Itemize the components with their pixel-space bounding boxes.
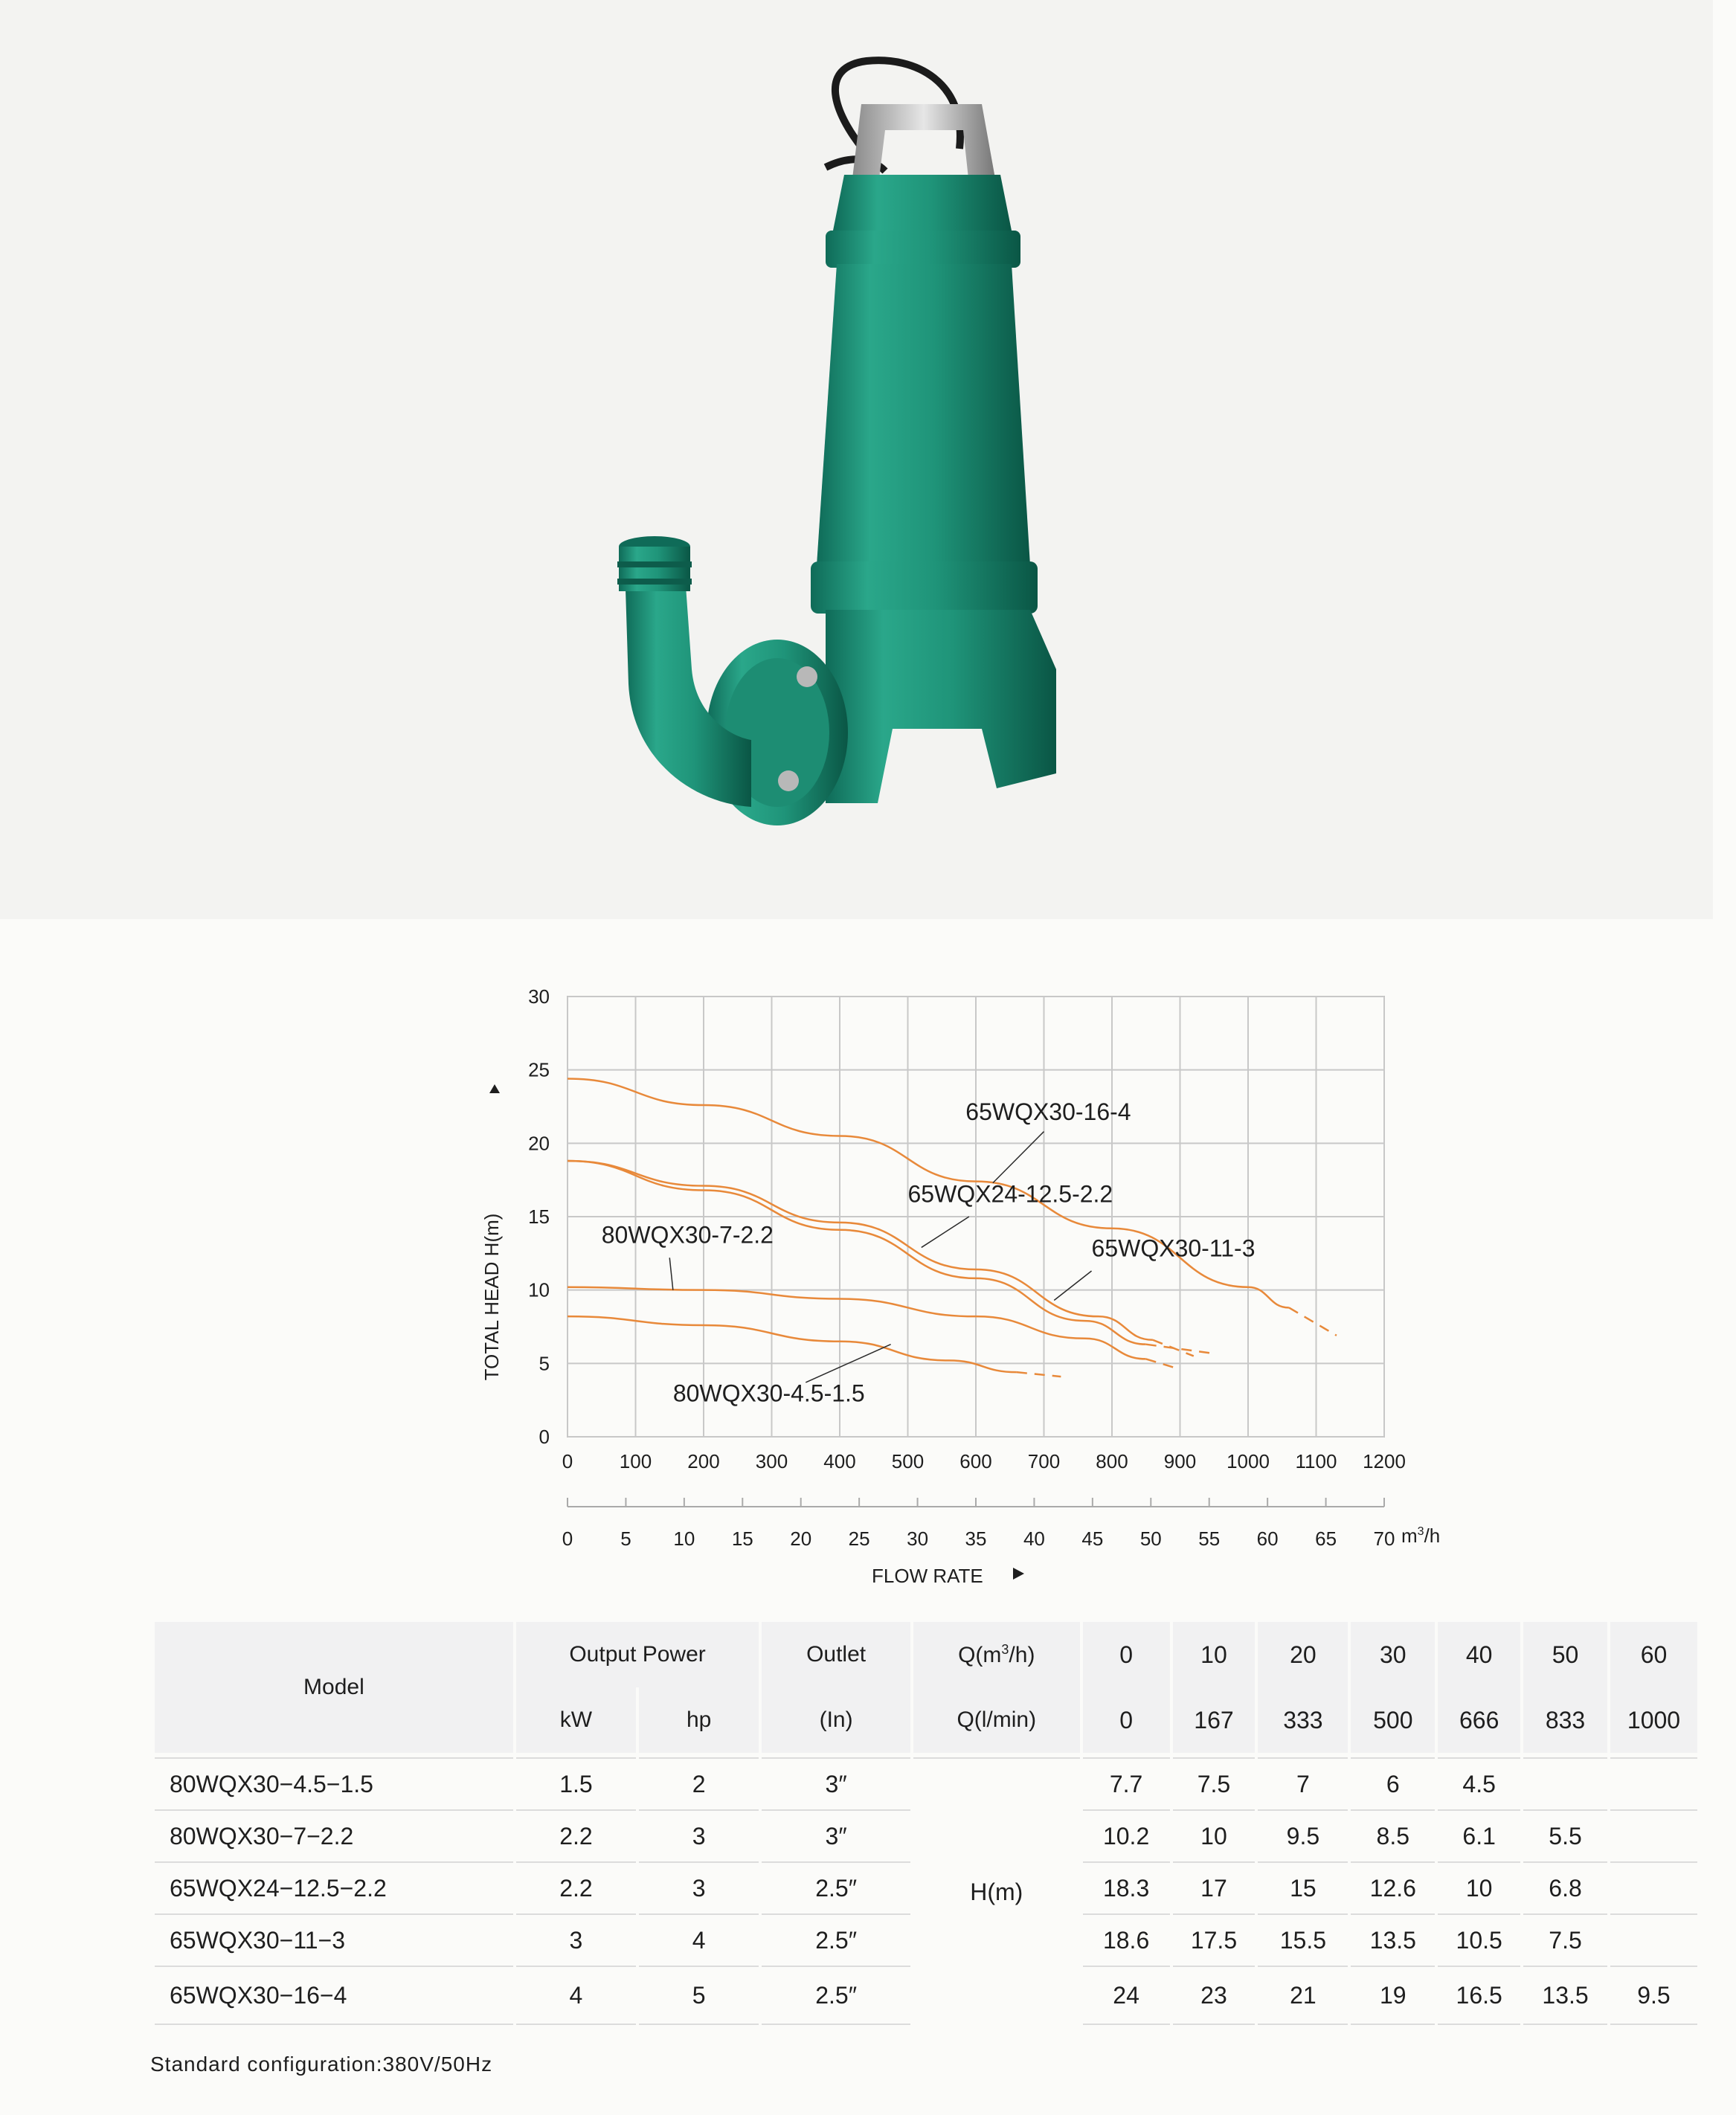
header-q-lmin-value: 500 bbox=[1351, 1687, 1435, 1753]
cell-head-value: 17 bbox=[1173, 1861, 1256, 1913]
cell-hp: 3 bbox=[639, 1809, 759, 1861]
cell-outlet: 3″ bbox=[762, 1809, 910, 1861]
x-tick-label: 400 bbox=[823, 1450, 856, 1472]
annotation-leader-line bbox=[993, 1132, 1044, 1183]
x2-tick-label: 70 bbox=[1373, 1528, 1395, 1550]
cell-head-value: 13.5 bbox=[1351, 1913, 1435, 1966]
y-tick-label: 0 bbox=[539, 1426, 550, 1448]
header-q-value: 60 bbox=[1610, 1622, 1697, 1687]
cell-head-value: 6.8 bbox=[1523, 1861, 1607, 1913]
header-outlet-unit: (In) bbox=[762, 1687, 910, 1753]
cell-head-value: 10 bbox=[1438, 1861, 1520, 1913]
header-q-value: 50 bbox=[1523, 1622, 1607, 1687]
series-label: 65WQX24-12.5-2.2 bbox=[907, 1180, 1113, 1208]
cell-head-value: 7 bbox=[1258, 1757, 1348, 1809]
cell-kw: 4 bbox=[516, 1966, 636, 2025]
x2-tick-label: 45 bbox=[1081, 1528, 1104, 1550]
x-tick-label: 0 bbox=[562, 1450, 573, 1472]
x2-tick-label: 25 bbox=[848, 1528, 870, 1550]
series-label: 65WQX30-16-4 bbox=[965, 1098, 1131, 1125]
cell-model: 80WQX30−4.5−1.5 bbox=[155, 1757, 513, 1809]
header-q-lmin-value: 167 bbox=[1173, 1687, 1256, 1753]
x-axis-secondary bbox=[562, 1498, 1395, 1550]
x2-tick-label: 30 bbox=[907, 1528, 929, 1550]
annotation-leader-line bbox=[1054, 1271, 1091, 1300]
cell-head-value bbox=[1610, 1757, 1697, 1809]
cell-head-value: 9.5 bbox=[1610, 1966, 1697, 2025]
y-tick-label: 10 bbox=[528, 1278, 550, 1301]
header-q-value: 10 bbox=[1173, 1622, 1256, 1687]
header-q-lmin-value: 0 bbox=[1083, 1687, 1170, 1753]
x2-unit-label: $m^3/h$ bbox=[1401, 1525, 1441, 1547]
cell-model: 65WQX24−12.5−2.2 bbox=[155, 1861, 513, 1913]
x-tick-label: 100 bbox=[619, 1450, 652, 1472]
annotation-leader-line bbox=[922, 1217, 969, 1247]
x2-tick-label: 10 bbox=[673, 1528, 695, 1550]
cell-head-value: 5.5 bbox=[1523, 1809, 1607, 1861]
cell-head-value: 8.5 bbox=[1351, 1809, 1435, 1861]
cell-head-value bbox=[1610, 1913, 1697, 1966]
series-line-extension bbox=[1017, 1372, 1061, 1377]
x-tick-label: 200 bbox=[687, 1450, 720, 1472]
cell-head-value: 4.5 bbox=[1438, 1757, 1520, 1809]
cell-model: 80WQX30−7−2.2 bbox=[155, 1809, 513, 1861]
cell-head-value: 7.7 bbox=[1083, 1757, 1170, 1809]
performance-curve-chart bbox=[0, 919, 1736, 1618]
cell-hp: 4 bbox=[639, 1913, 759, 1966]
cell-model: 65WQX30−16−4 bbox=[155, 1966, 513, 2025]
y-tick-label: 25 bbox=[528, 1058, 550, 1081]
x2-tick-label: 5 bbox=[620, 1528, 631, 1550]
cell-outlet: 3″ bbox=[762, 1757, 910, 1809]
cell-hp: 2 bbox=[639, 1757, 759, 1809]
cell-hp: 3 bbox=[639, 1861, 759, 1913]
header-output-power: Output Power bbox=[516, 1622, 759, 1687]
cell-head-value bbox=[1523, 1757, 1607, 1809]
y-axis-arrow-icon bbox=[489, 1084, 500, 1093]
cell-head-value: 10 bbox=[1173, 1809, 1256, 1861]
x-tick-label: 800 bbox=[1096, 1450, 1128, 1472]
cell-kw: 3 bbox=[516, 1913, 636, 1966]
cell-head-value: 15 bbox=[1258, 1861, 1348, 1913]
series-line-extension bbox=[1146, 1345, 1211, 1353]
x2-tick-label: 35 bbox=[965, 1528, 987, 1550]
submersible-sewage-pump-icon bbox=[0, 0, 1713, 919]
header-model: Model bbox=[155, 1622, 513, 1753]
header-q-value: 40 bbox=[1438, 1622, 1520, 1687]
header-outlet: Outlet bbox=[762, 1622, 910, 1687]
cell-head-value: 6.1 bbox=[1438, 1809, 1520, 1861]
x2-tick-label: 50 bbox=[1139, 1528, 1162, 1550]
header-q-m3h: $Q(m^3/h)$ bbox=[913, 1622, 1080, 1687]
series-label: 80WQX30-7-2.2 bbox=[601, 1221, 774, 1249]
annotation-leader-line bbox=[669, 1258, 673, 1290]
cell-outlet: 2.5″ bbox=[762, 1966, 910, 2025]
x-tick-label: 600 bbox=[959, 1450, 992, 1472]
y-tick-label: 15 bbox=[528, 1205, 550, 1228]
x2-tick-label: 15 bbox=[731, 1528, 753, 1550]
cell-head-value: 10.2 bbox=[1083, 1809, 1170, 1861]
series-line-extension bbox=[1289, 1307, 1337, 1335]
cell-head-value bbox=[1610, 1809, 1697, 1861]
header-q-value: 20 bbox=[1258, 1622, 1348, 1687]
header-q-lmin: Q(l/min) bbox=[913, 1687, 1080, 1753]
cell-head-unit: H(m) bbox=[913, 1757, 1080, 2025]
cell-head-value: 9.5 bbox=[1258, 1809, 1348, 1861]
x-tick-label: 1000 bbox=[1227, 1450, 1270, 1472]
x2-tick-label: 20 bbox=[790, 1528, 812, 1550]
cell-head-value: 13.5 bbox=[1523, 1966, 1607, 2025]
header-kw: kW bbox=[516, 1687, 636, 1753]
x-tick-label: 300 bbox=[755, 1450, 788, 1472]
series-label: 80WQX30-4.5-1.5 bbox=[672, 1380, 865, 1407]
curve-annotations bbox=[602, 1098, 1256, 1407]
header-hp: hp bbox=[639, 1687, 759, 1753]
cell-head-value: 10.5 bbox=[1438, 1913, 1520, 1966]
cell-head-value: 7.5 bbox=[1523, 1913, 1607, 1966]
cell-head-value: 18.6 bbox=[1083, 1913, 1170, 1966]
x-axis-arrow-icon bbox=[1013, 1568, 1024, 1580]
cell-head-value: 17.5 bbox=[1173, 1913, 1256, 1966]
cell-head-value: 7.5 bbox=[1173, 1757, 1256, 1809]
x-tick-label: 1100 bbox=[1295, 1450, 1337, 1472]
cell-kw: 2.2 bbox=[516, 1809, 636, 1861]
x-axis-ticks-primary bbox=[562, 1450, 1406, 1472]
cell-head-value: 15.5 bbox=[1258, 1913, 1348, 1966]
y-axis-label: TOTAL HEAD H(m) bbox=[480, 1213, 503, 1381]
series-label: 65WQX30-11-3 bbox=[1091, 1234, 1256, 1262]
cell-head-value: 23 bbox=[1173, 1966, 1256, 2025]
x2-tick-label: 60 bbox=[1256, 1528, 1279, 1550]
cell-head-value bbox=[1610, 1861, 1697, 1913]
header-q-value: 0 bbox=[1083, 1622, 1170, 1687]
x-tick-label: 1200 bbox=[1363, 1450, 1406, 1472]
cell-head-value: 16.5 bbox=[1438, 1966, 1520, 2025]
header-q-lmin-value: 333 bbox=[1258, 1687, 1348, 1753]
cell-head-value: 21 bbox=[1258, 1966, 1348, 2025]
cell-outlet: 2.5″ bbox=[762, 1861, 910, 1913]
cell-head-value: 12.6 bbox=[1351, 1861, 1435, 1913]
standard-configuration-note: Standard configuration:380V/50Hz bbox=[150, 2053, 493, 2076]
y-axis-ticks bbox=[528, 985, 550, 1448]
cell-kw: 2.2 bbox=[516, 1861, 636, 1913]
x2-tick-label: 40 bbox=[1023, 1528, 1045, 1550]
cell-model: 65WQX30−11−3 bbox=[155, 1913, 513, 1966]
header-q-value: 30 bbox=[1351, 1622, 1435, 1687]
table-row bbox=[155, 1757, 1697, 1809]
x2-tick-label: 0 bbox=[562, 1528, 573, 1550]
x-tick-label: 500 bbox=[891, 1450, 925, 1472]
cell-head-value: 19 bbox=[1351, 1966, 1435, 2025]
cell-hp: 5 bbox=[639, 1966, 759, 2025]
cell-head-value: 24 bbox=[1083, 1966, 1170, 2025]
specification-table bbox=[152, 1622, 1700, 2025]
header-q-lmin-value: 666 bbox=[1438, 1687, 1520, 1753]
product-photo-area bbox=[0, 0, 1713, 919]
y-tick-label: 30 bbox=[528, 985, 550, 1008]
y-tick-label: 20 bbox=[528, 1132, 550, 1155]
x2-tick-label: 65 bbox=[1315, 1528, 1337, 1550]
y-tick-label: 5 bbox=[539, 1352, 550, 1375]
cell-kw: 1.5 bbox=[516, 1757, 636, 1809]
x-tick-label: 700 bbox=[1027, 1450, 1061, 1472]
header-q-lmin-value: 1000 bbox=[1610, 1687, 1697, 1753]
header-q-lmin-value: 833 bbox=[1523, 1687, 1607, 1753]
chart-grid bbox=[568, 997, 1384, 1437]
x-axis-label: FLOW RATE bbox=[872, 1565, 983, 1587]
x2-tick-label: 55 bbox=[1198, 1528, 1221, 1550]
cell-head-value: 18.3 bbox=[1083, 1861, 1170, 1913]
cell-head-value: 6 bbox=[1351, 1757, 1435, 1809]
x-tick-label: 900 bbox=[1163, 1450, 1197, 1472]
cell-outlet: 2.5″ bbox=[762, 1913, 910, 1966]
